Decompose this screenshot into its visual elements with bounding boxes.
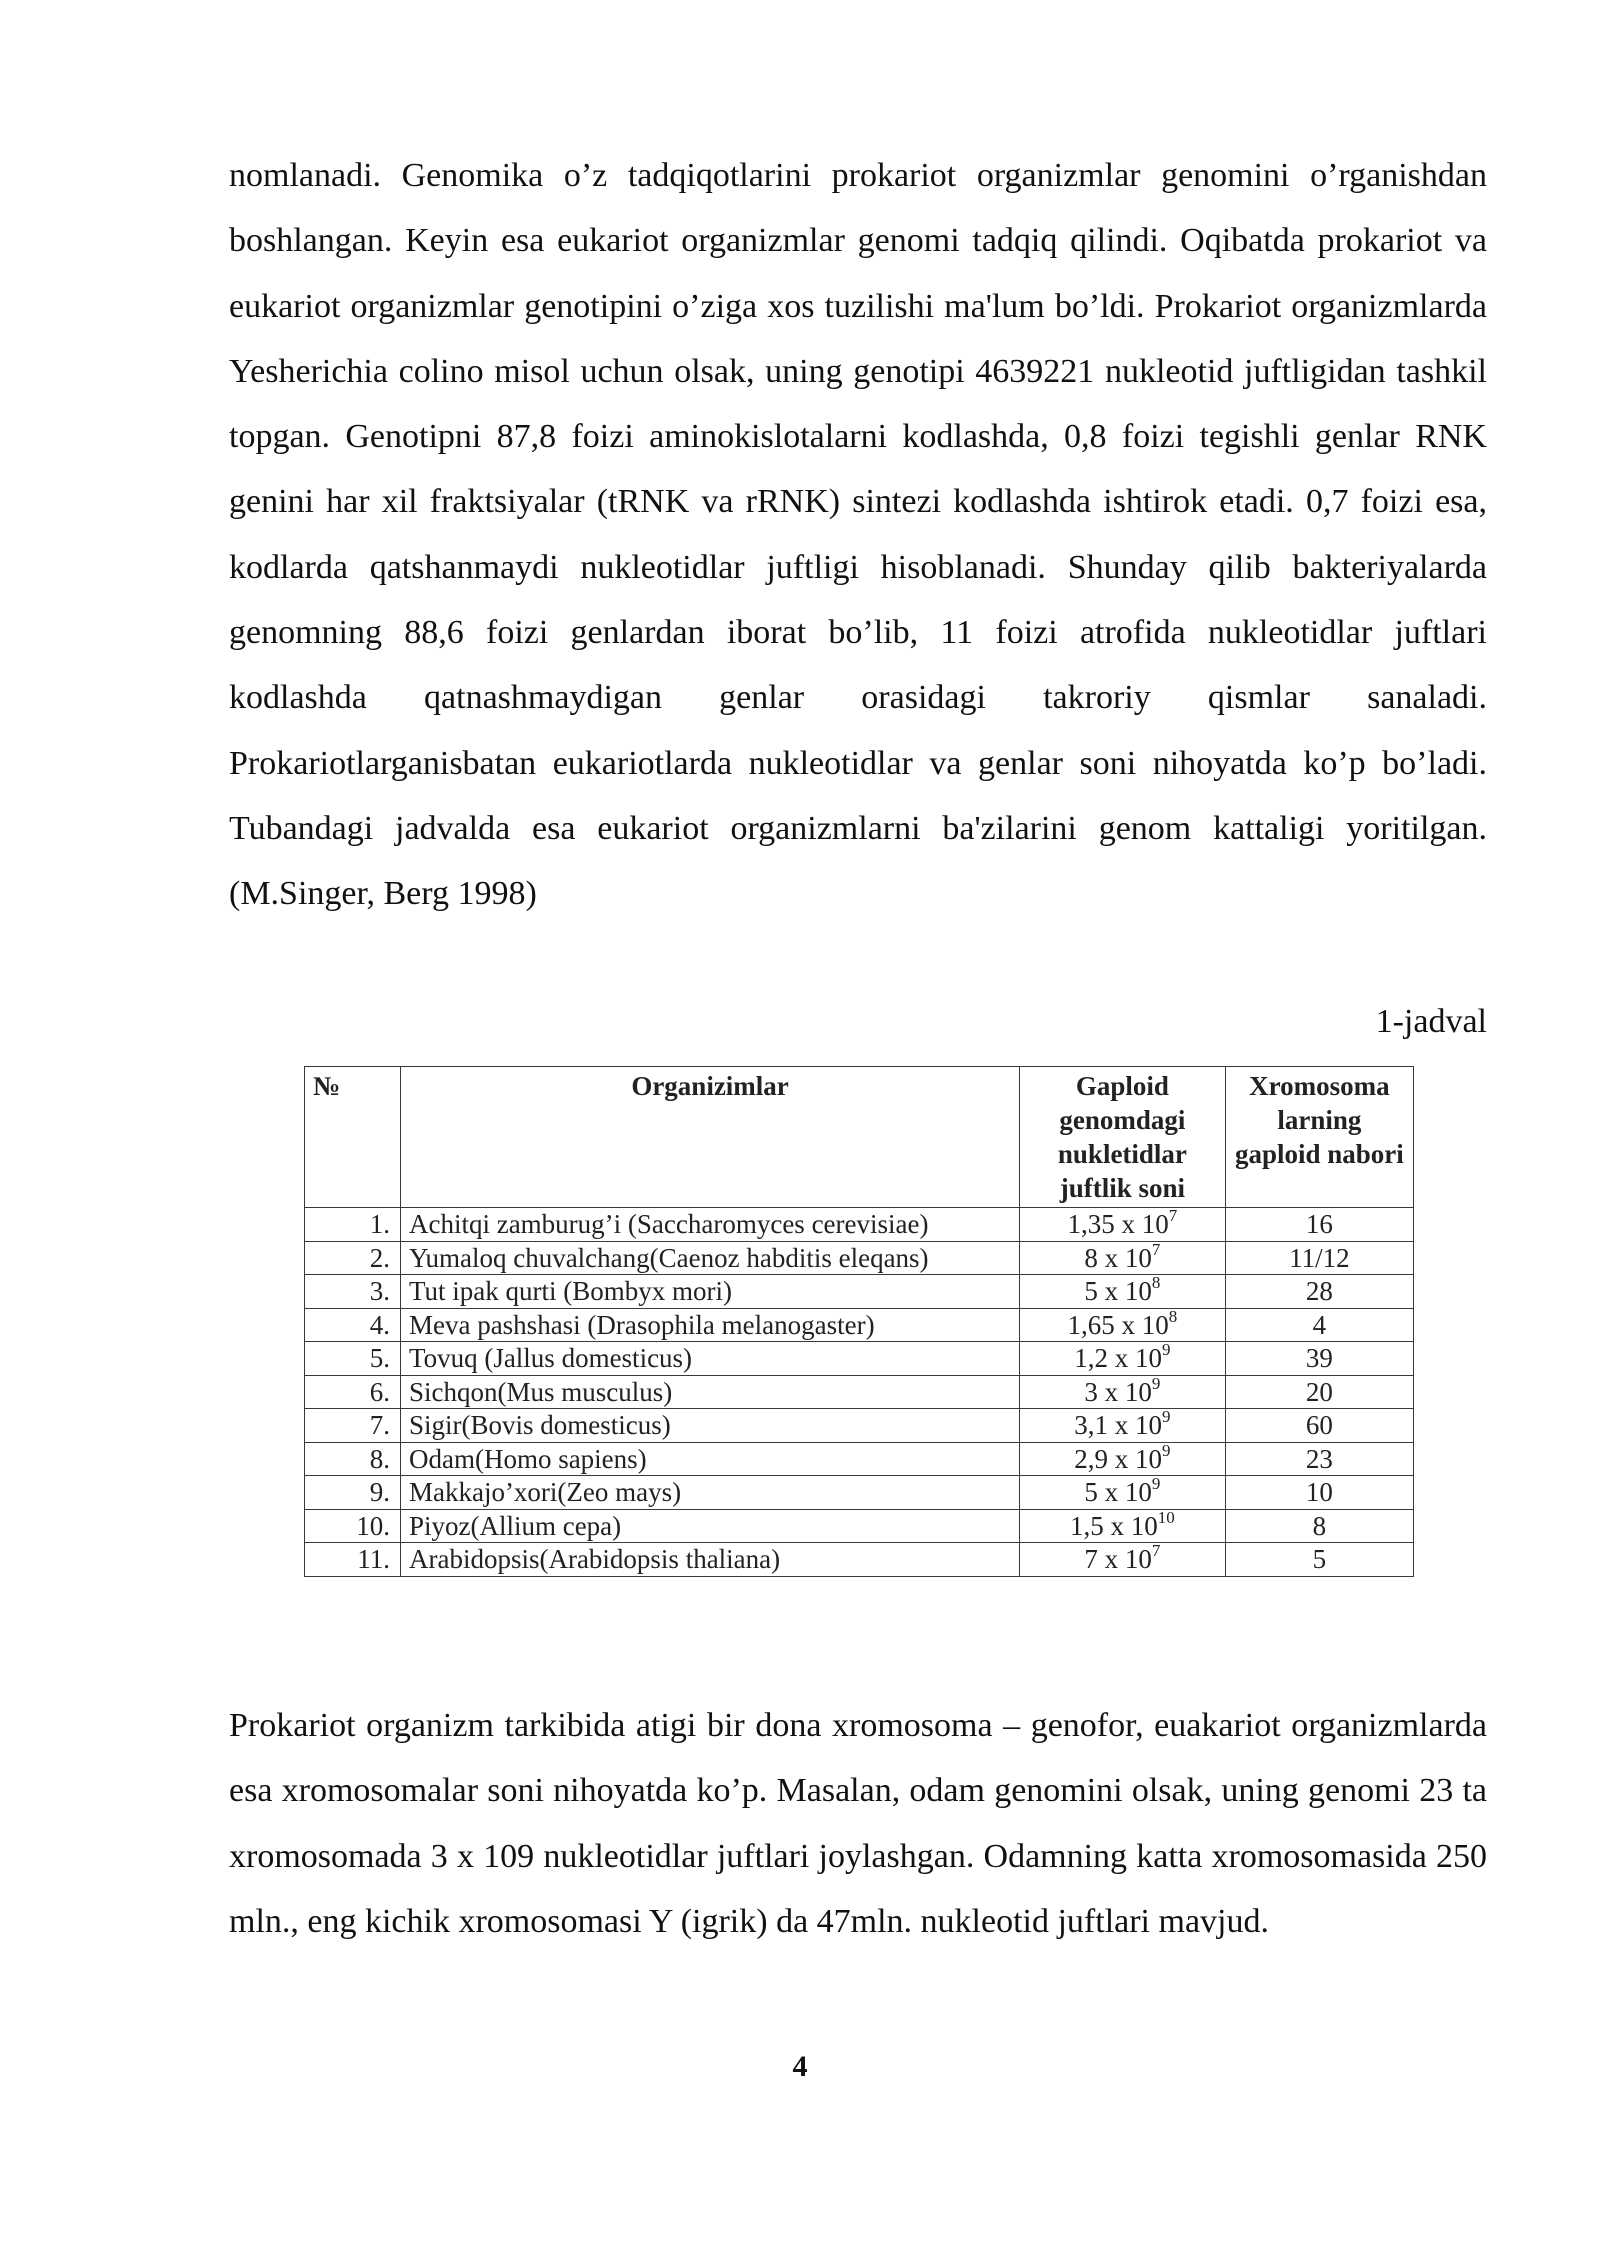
chromosome-haploid-set: 11/12: [1225, 1241, 1413, 1275]
count-mantissa: 5 x 10: [1084, 1477, 1152, 1508]
chromosome-haploid-set: 28: [1225, 1275, 1413, 1309]
organism-name: Tovuq (Jallus domesticus): [400, 1342, 1019, 1376]
organism-name: Achitqi zamburug’i (Saccharomyces cerevisiae): [400, 1208, 1019, 1242]
header-number: №: [305, 1067, 401, 1208]
organism-name: Odam(Homo sapiens): [400, 1442, 1019, 1476]
body-paragraph-2: Prokariot organizm tarkibida atigi bir dona xromosoma – genofor, euakariot organizmlarda esa xromosomalar soni nihoyatda ko’p. Masalan, odam genomini olsak, uning genomi 23 ta xromosomada 3 x 109 nukleotidlar juftlari joylashgan. Odamning katta xromosomasida 250 mln., eng kichik xromosomasi Y (igrik) da 47mln. nukleotid juftlari mavjud.: [229, 1707, 1487, 1940]
header-organism: Organizimlar: [400, 1067, 1019, 1208]
table-row: [305, 1208, 1414, 1242]
count-mantissa: 5 x 10: [1084, 1276, 1152, 1307]
count-mantissa: 2,9 x 10: [1074, 1443, 1163, 1474]
row-number: 3.: [305, 1275, 401, 1309]
count-exponent: 8: [1168, 1306, 1178, 1326]
organism-name: Yumaloq chuvalchang(Caenoz habditis eleqans): [400, 1241, 1019, 1275]
table-row: [305, 1509, 1414, 1543]
gaploid-nucleotide-count: [1020, 1342, 1226, 1376]
organism-name: Tut ipak qurti (Bombyx mori): [400, 1275, 1019, 1309]
chromosome-haploid-set: 10: [1225, 1476, 1413, 1510]
organism-name: Sigir(Bovis domesticus): [400, 1409, 1019, 1443]
count-exponent: 7: [1168, 1206, 1178, 1226]
row-number: 2.: [305, 1241, 401, 1275]
table-row: [305, 1543, 1414, 1577]
chromosome-haploid-set: 5: [1225, 1543, 1413, 1577]
gaploid-nucleotide-count: [1020, 1476, 1226, 1510]
row-number: 4.: [305, 1308, 401, 1342]
table-row: [305, 1241, 1414, 1275]
gaploid-nucleotide-count: [1020, 1275, 1226, 1309]
organism-name: Piyoz(Allium cepa): [400, 1509, 1019, 1543]
count-exponent: 10: [1157, 1507, 1175, 1527]
gaploid-nucleotide-count: [1020, 1509, 1226, 1543]
count-exponent: 7: [1151, 1541, 1161, 1561]
chromosome-haploid-set: 39: [1225, 1342, 1413, 1376]
table-row: [305, 1342, 1414, 1376]
count-mantissa: 1,65 x 10: [1067, 1309, 1169, 1340]
table-row: [305, 1375, 1414, 1409]
table-row: [305, 1308, 1414, 1342]
count-exponent: 9: [1162, 1407, 1171, 1427]
row-number: 7.: [305, 1409, 401, 1443]
table-body: [305, 1208, 1414, 1577]
row-number: 6.: [305, 1375, 401, 1409]
genome-size-table-wrapper: [304, 1066, 1414, 1577]
table-row: [305, 1442, 1414, 1476]
count-exponent: 9: [1162, 1340, 1171, 1360]
count-mantissa: 1,5 x 10: [1070, 1510, 1158, 1541]
chromosome-haploid-set: 23: [1225, 1442, 1413, 1476]
count-exponent: 8: [1151, 1273, 1161, 1293]
chromosome-haploid-set: 8: [1225, 1509, 1413, 1543]
row-number: 9.: [305, 1476, 401, 1510]
organism-name: Meva pashshasi (Drasophila melanogaster): [400, 1308, 1019, 1342]
body-paragraph-1: nomlanadi. Genomika o’z tadqiqotlarini prokariot organizmlar genomini o’rganishdan boshlangan. Keyin esa eukariot organizmlar genomi tadqiq qilindi. Oqibatda prokariot va eukariot organizmlar genotipini o’ziga xos tuzilishi ma'lum bo’ldi. Prokariot organizmlarda Yesherichia colino misol uchun olsak, uning genotipi 4639221 nukleotid juftligidan tashkil topgan. Genotipni 87,8 foizi aminokislotalarni kodlashda, 0,8 foizi tegishli genlar RNK genini har xil fraktsiyalar (tRNK va rRNK) sintezi kodlashda ishtirok etadi. 0,7 foizi esa, kodlarda qatshanmaydi nukleotidlar juftligi hisoblanadi. Shunday qilib bakteriyalarda genomning 88,6 foizi genlardan iborat bo’lib, 11 foizi atrofida nukleotidlar juftlari kodlashda qatnashmaydigan genlar orasidagi takroriy qismlar sanaladi. Prokariotlarganisbatan eukariotlarda nukleotidlar va genlar soni nihoyatda ko’p bo’ladi. Tubandagi jadvalda esa eukariot organizmlarni ba'zilarini genom kattaligi yoritilgan. (M.Singer, Berg 1998): [229, 157, 1487, 913]
count-mantissa: 8 x 10: [1084, 1242, 1152, 1273]
row-number: 11.: [305, 1543, 401, 1577]
gaploid-nucleotide-count: [1020, 1543, 1226, 1577]
organism-name: Makkajo’xori(Zeo mays): [400, 1476, 1019, 1510]
gaploid-nucleotide-count: [1020, 1442, 1226, 1476]
row-number: 10.: [305, 1509, 401, 1543]
header-chromosome-set: Xromosoma larning gaploid nabori: [1225, 1067, 1413, 1208]
count-mantissa: 3 x 10: [1084, 1376, 1152, 1407]
row-number: 1.: [305, 1208, 401, 1242]
table-row: [305, 1275, 1414, 1309]
genome-size-table: [304, 1066, 1414, 1577]
count-exponent: 9: [1162, 1440, 1171, 1460]
chromosome-haploid-set: 60: [1225, 1409, 1413, 1443]
gaploid-nucleotide-count: [1020, 1208, 1226, 1242]
organism-name: Sichqon(Mus musculus): [400, 1375, 1019, 1409]
organism-name: Arabidopsis(Arabidopsis thaliana): [400, 1543, 1019, 1577]
chromosome-haploid-set: 16: [1225, 1208, 1413, 1242]
row-number: 5.: [305, 1342, 401, 1376]
count-mantissa: 3,1 x 10: [1074, 1410, 1163, 1441]
chromosome-haploid-set: 4: [1225, 1308, 1413, 1342]
gaploid-nucleotide-count: [1020, 1241, 1226, 1275]
count-exponent: 9: [1151, 1474, 1161, 1494]
chromosome-haploid-set: 20: [1225, 1375, 1413, 1409]
row-number: 8.: [305, 1442, 401, 1476]
count-mantissa: 1,2 x 10: [1074, 1343, 1163, 1374]
count-mantissa: 7 x 10: [1084, 1544, 1152, 1575]
table-row: [305, 1476, 1414, 1510]
header-gaploid-genome: Gaploid genomdagi nukletidlar juftlik soni: [1020, 1067, 1226, 1208]
page-number: 4: [792, 2050, 808, 2083]
table-caption: 1-jadval: [1375, 1003, 1487, 1040]
count-exponent: 9: [1151, 1373, 1161, 1393]
count-exponent: 7: [1151, 1239, 1161, 1259]
table-row: [305, 1409, 1414, 1443]
gaploid-nucleotide-count: [1020, 1409, 1226, 1443]
gaploid-nucleotide-count: [1020, 1375, 1226, 1409]
count-mantissa: 1,35 x 10: [1067, 1209, 1169, 1240]
table-header-row: [305, 1067, 1414, 1208]
gaploid-nucleotide-count: [1020, 1308, 1226, 1342]
